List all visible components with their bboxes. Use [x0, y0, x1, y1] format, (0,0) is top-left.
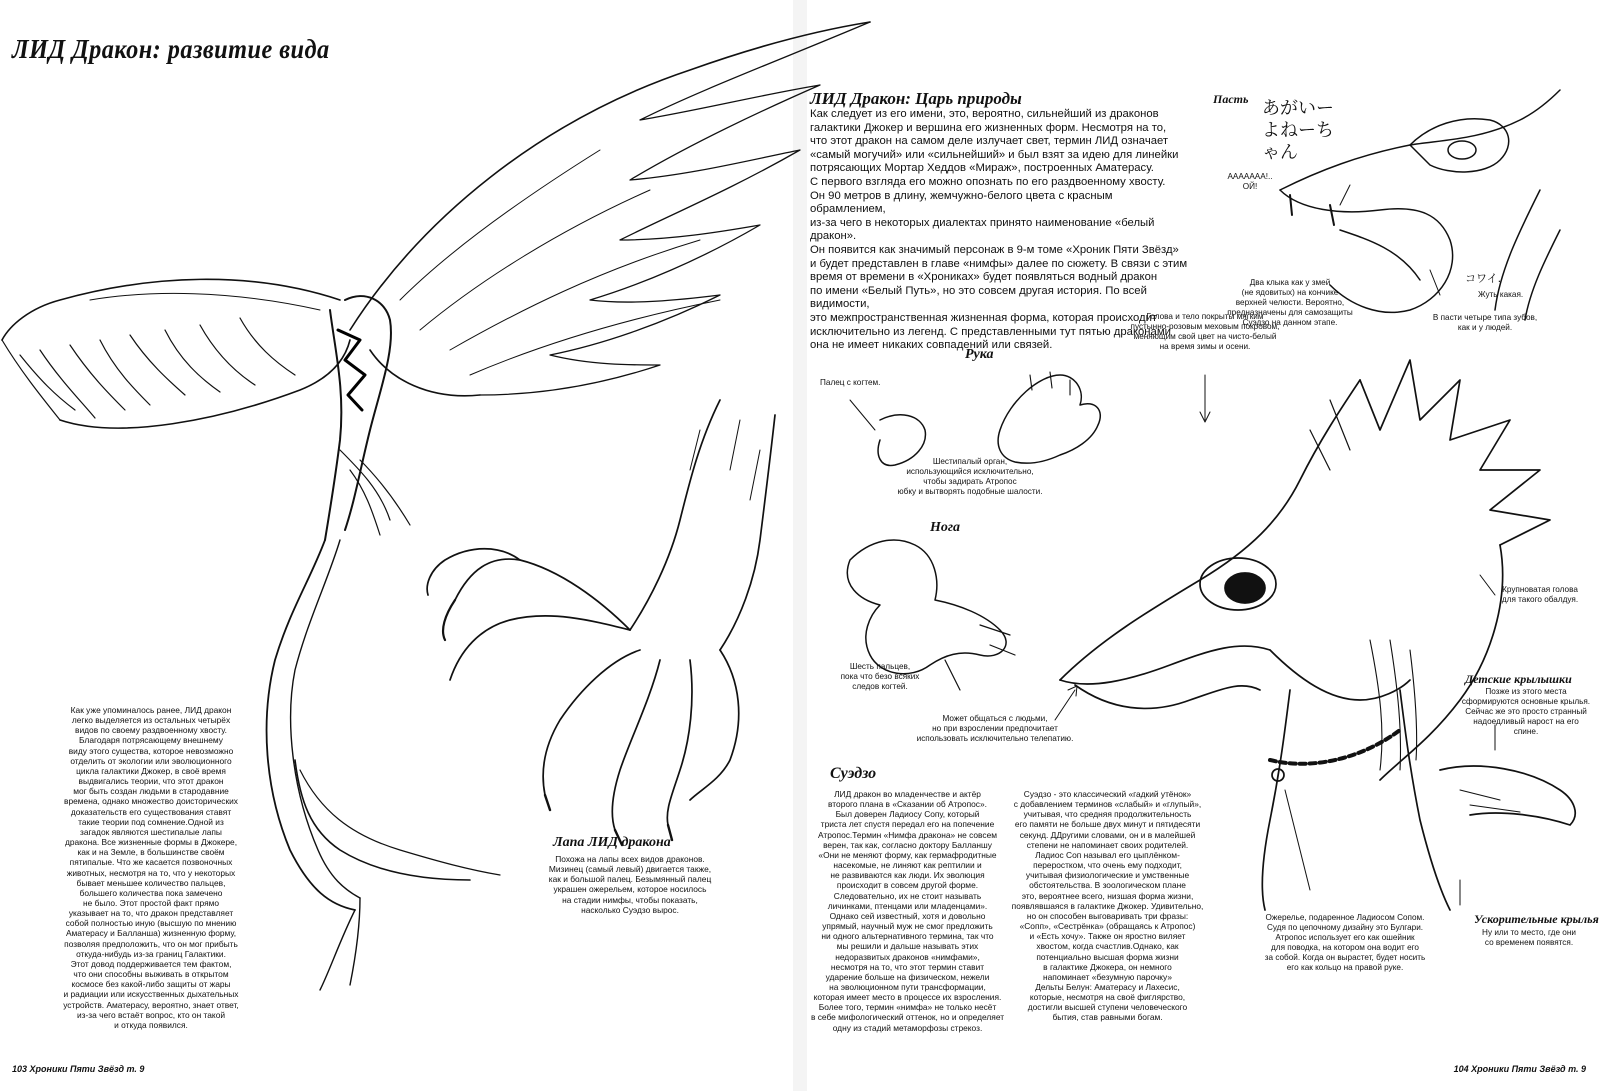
hand-sketch	[850, 372, 1100, 465]
big-head-note: Крупноватая голова для такого обалдуя.	[1501, 585, 1579, 604]
hand-title: Рука	[965, 347, 994, 362]
intro-paragraph: Как следует из его имени, это, вероятно, сильнейший из драконов галактики Джокер и вершина его жизненных форм. Несмотря на то, что этот дракон на самом деле излучает свет, термин ЛИД означает «самый могучий» или «сильнейший» и был взят за идею для линейки потрясающих Мортар Хеддов «Мираж», построенных Аматерасу. С первого взгляда его можно опознать по его раздвоенному хвосту. Он 90 метров в длину, жемчужно-белого цвета с красным обрамлением, из-за чего в некоторых диалектах принято наименование «белый дракон». Он появится как значимый персонаж в 9-м томе «Хроник Пяти Звёзд» и будет представлен в главе «нимфы» далее по сюжету. В связи с этим время от времени в «Хрониках» будет появляться водный дракон по имени «Белый Путь», но это совсем другая история. По всей видимости, это межпространственная жизненная форма, которая происходит исключительно из легенд. С представленными тут пятью драконами она не имеет никаких совпадений или связей.	[810, 108, 1188, 352]
foot-title: Нога	[930, 520, 961, 535]
footer-left: 103 Хроники Пяти Звёзд т. 9	[12, 1064, 145, 1074]
suedzo-column-2: Суэдзо - это классический «гадкий утёнок» с добавлением терминов «слабый» и «глупый», учитывая, что средняя продолжительность его памяти не больше двух минут и пятидесяти секунд. ДДругими словами, он и в малейшей степени не напоминает своих родителей. Ладиос Соп называл его цыплёнком- переростком, что очень ему подходит, учитывая физиологические и умственные обстоятельства. В зоологическом плане это, вероятнее всего, низшая форма жизни, появлявшаяся в галактике Джокер. Удивительно, но он способен выговаривать три фразы: «Сопп», «Сестрёнка» (обращаясь к Атропос) и «Есть хочу». Также он яростно виляет хвостом, когда счастлив.Однако, как потенциально высшая форма жизни в галактике Джокера, он немного напоминает «безумную парочку» Дельты Белун: Аматерасу и Лахесис, которые, несмотря на своё фиглярство, достигли высшей ступени человеческого бытия, став равными богам.	[1011, 789, 1204, 1023]
hand-text: Шестипалый орган, использующийся исключительно, чтобы задирать Атропос юбку и вытворять подобные шалости.	[897, 457, 1043, 496]
mouth-title: Пасть	[1213, 92, 1249, 106]
accel-wings-text: Ну или то место, где они со временем появятся.	[1482, 928, 1576, 947]
accel-wings-title: Ускорительные крылья	[1474, 912, 1599, 926]
gutter-shade	[793, 0, 807, 1091]
mouth-scream: ААААААА!.. ОЙ!	[1227, 172, 1273, 191]
necklace-note: Ожерелье, подаренное Ладиосом Сопом. Судя по цепочному дизайну это Булгари. Атропос использует его как ошейник для поводка, на котором она водит его за собой. Когда он вырастет, будет носить его как кольцо на правой руке.	[1264, 913, 1426, 972]
footer-right: 104 Хроники Пяти Звёзд т. 9	[1453, 1064, 1586, 1074]
telepathy-note: Может общаться с людьми, но при взрослении предпочитает использовать исключительно телепатию.	[916, 714, 1074, 743]
suedzo-title: Суэдзо	[830, 765, 877, 782]
paw-title: Лапа ЛИД дракона	[553, 835, 671, 850]
paw-text: Похожа на лапы всех видов драконов. Мизинец (самый левый) двигается также, как и большой палец. Безымянный палец украшен ожерельем, которое носилось на стадии нимфы, чтобы показать, насколько Суэдзо вырос.	[548, 854, 712, 915]
suedzo-column-1: ЛИД дракон во младенчестве и актёр второго плана в «Сказании об Атропос». Был доверен Ладиосу Сопу, который триста лет спустя передал его на попечение Атропос.Термин «Нимфа дракона» не совсем верен, так как, согласно доктору Балланшу «Они не меняют форму, как гермафродитные насекомые, не линяют как рептилии и не развиваются как люди. Их эволюция происходит в совсем другой форме. Следовательно, их не стоит называть личинками, птенцами или младенцами». Однако сей известный, хотя и довольно упрямый, научный муж не смог предложить ни одного альтернативного термина, так что мы решили и дальше называть этих недоразвитых драконов «нимфами», несмотря на то, что этот термин ставит ударение больше на физическом, нежели на эволюционном пути трансформации, которая имеет место в процессе их взросления. Более того, термин «нимфа» не только несёт в себе мифологический оттенок, но и определяет одну из стадий метаморфозы стрекоз.	[810, 789, 1005, 1033]
mouth-jp-scary: コワイ.	[1465, 272, 1502, 285]
child-wings-title: Детские крылышки	[1465, 672, 1572, 686]
page-title: ЛИД Дракон: развитие вида	[12, 34, 330, 64]
mouth-fangs-note: Два клыка как у змей (не ядовитых) на кончике верхней челюсти. Вероятно, предназначены для самозащиты Суэдзо на данном этапе.	[1227, 278, 1353, 327]
head-fur-note: Голова и тело покрыты мягким пустынно-розовым меховым покровом, меняющим свой цвет на чисто-белый на время зимы и осени.	[1130, 312, 1280, 351]
foot-text: Шесть пальцев, пока что безо всяких следов когтей.	[840, 662, 920, 691]
mouth-jp-text: あがいーよねーちゃん	[1262, 98, 1334, 163]
dragon-paw-illustration	[427, 400, 775, 845]
left-column-text: Как уже упоминалось ранее, ЛИД дракон легко выделяется из остальных четырёх видов по своему раздвоенному хвосту. Благодаря потрясающему внешнему виду этого существа, которое невозможно отделить от экологии или эволюционного цикла галактики Джокер, в своё время выдвигались теории, что этот дракон мог быть создан людьми в стародавние времена, однако множество доисторических доказательств его существования ставят такие теории под сомнение.Одной из загадок являются шестипалые лапы дракона. Все жизненные формы в Джокере, как и на Земле, в большинстве своём пятипалые. Что же касается позвоночных животных, несмотря на то, что у некоторых бывает меньшее количество пальцев, большего количества пока замечено не было. Этот простой факт прямо указывает на то, что дракон представляет собой полностью иную (высшую по мнению Аматерасу и Балланша) жизненную форму, позволяя предположить, что он мог прибыть откуда-нибудь из-за границ Галактики. Этот довод поддерживается тем фактом, что они способны выживать в открытом космосе без какой-либо защиты от жары и радиации или искусственных дыхательных устройств. Аматерасу, вероятно, знает ответ, из-за чего встаёт вопрос, кто он такой и откуда появился.	[63, 705, 239, 1030]
child-wings-text: Позже из этого места сформируются основные крылья. Сейчас же это просто странный надоедливый нарост на его спине.	[1461, 687, 1591, 736]
section-title: ЛИД Дракон: Царь природы	[810, 89, 1022, 108]
mouth-creepy: Жуть какая.	[1478, 290, 1524, 299]
hand-claw-note: Палец с когтем.	[820, 378, 881, 387]
mouth-teeth-note: В пасти четыре типа зубов, как и у людей.	[1432, 313, 1538, 332]
